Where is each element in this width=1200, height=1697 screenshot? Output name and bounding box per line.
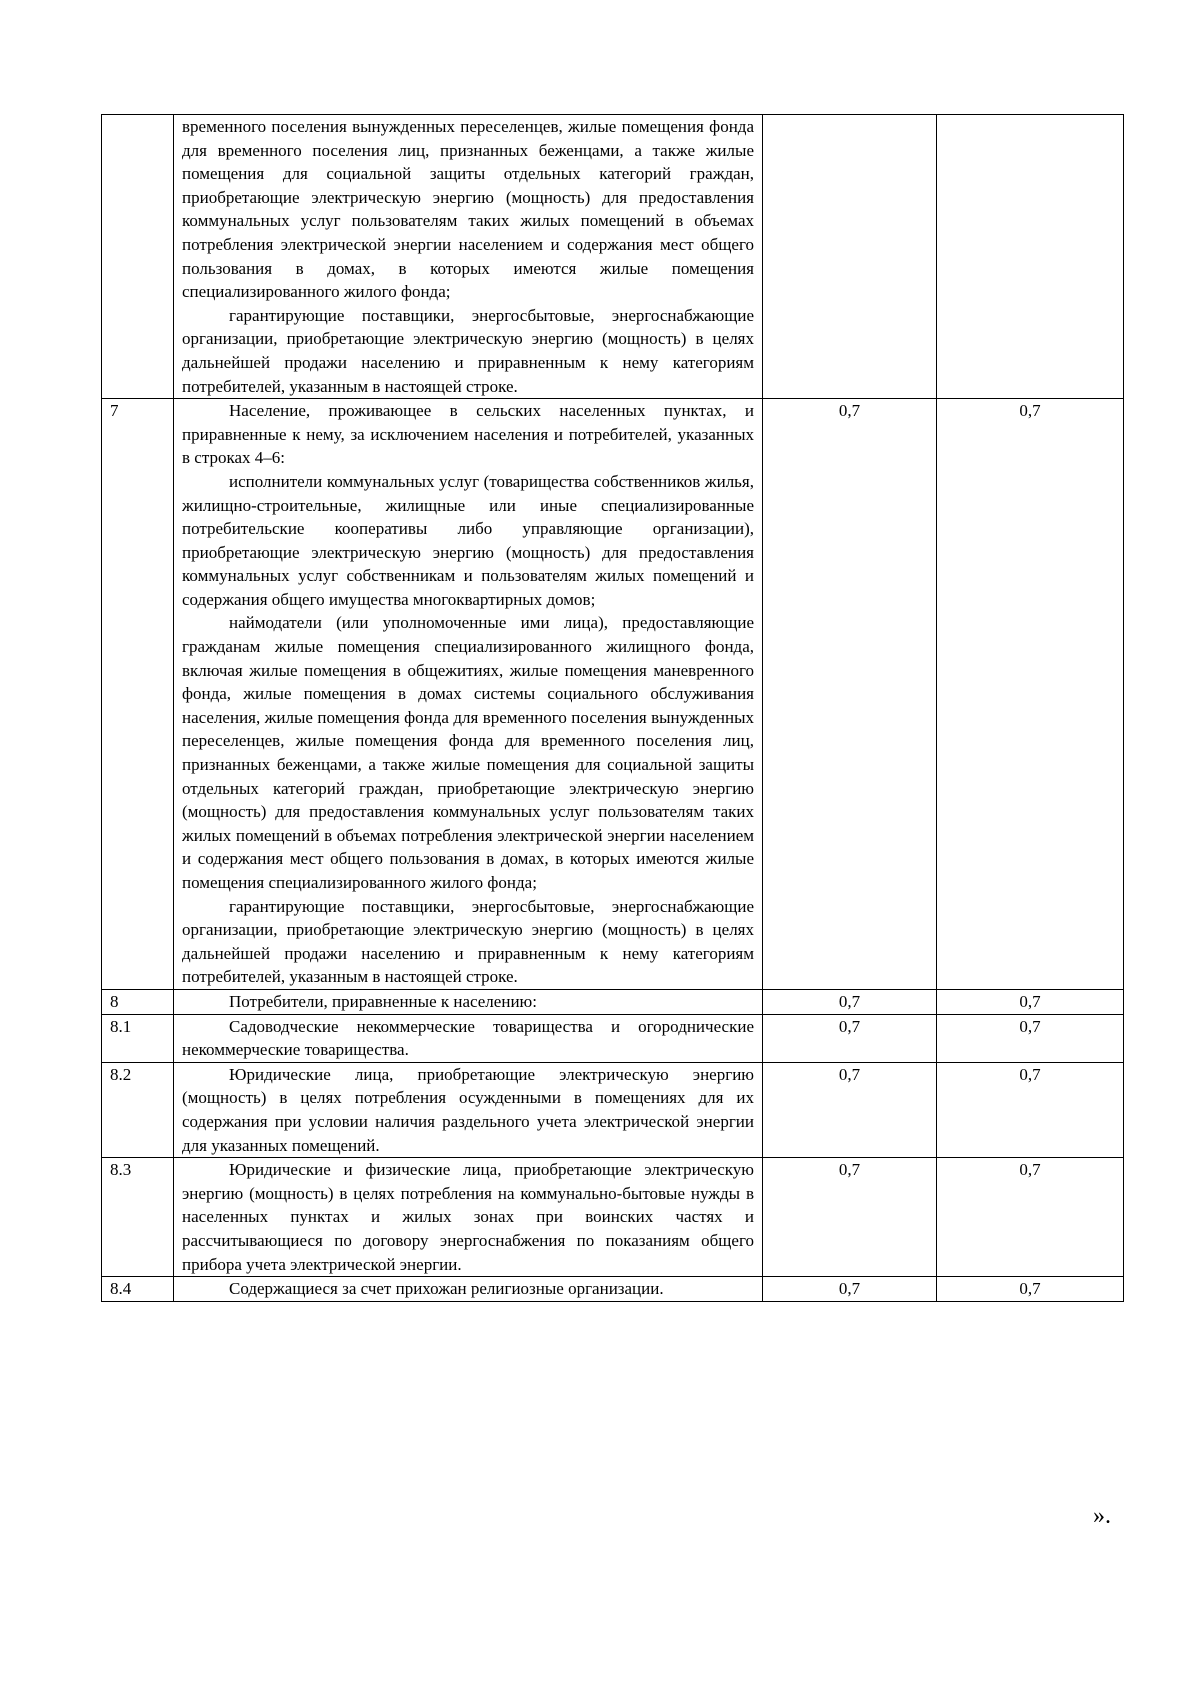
row-number: 8.1 [102,1014,174,1062]
row-description [174,1014,763,1062]
row-value-2: 0,7 [937,1277,1124,1302]
tariff-table [101,114,1124,1302]
row-description [174,115,763,399]
table-row [102,1062,1124,1157]
description-paragraph: гарантирующие поставщики, энергосбытовые, энергоснабжающие организации, приобретающие электрическую энергию (мощность) в целях дальнейшей продажи населению и приравненным к нему категориям потребителей, указанным в настоящей строке. [182,896,754,987]
description-paragraph: исполнители коммунальных услуг (товарищества собственников жилья, жилищно-строительные, жилищные или иные специализированные потребительские кооперативы либо управляющие организации), приобретающие электрическую энергию (мощность) для предоставления коммунальных услуг собственникам и пользователям жилых помещений и содержания общего имущества многоквартирных домов; [182,471,754,609]
row-value-2: 0,7 [937,1062,1124,1157]
description-paragraph: гарантирующие поставщики, энергосбытовые, энергоснабжающие организации, приобретающие электрическую энергию (мощность) в целях дальнейшей продажи населению и приравненным к нему категориям потребителей, указанным в настоящей строке. [182,305,754,396]
description-paragraph: Юридические и физические лица, приобретающие электрическую энергию (мощность) в целях потребления на коммунально-бытовые нужды в населенных пунктах и жилых зонах при воинских частях и рассчитывающиеся по договору энергоснабжения по показаниям общего прибора учета электрической энергии. [182,1160,754,1274]
row-number: 8 [102,989,174,1014]
closing-quote: ». [1093,1503,1111,1529]
row-value-1: 0,7 [763,1062,937,1157]
row-value-1: 0,7 [763,1277,937,1302]
row-description [174,989,763,1014]
row-value-2: 0,7 [937,989,1124,1014]
row-number: 7 [102,399,174,990]
description-paragraph: Садоводческие некоммерческие товарищества и огороднические некоммерческие товарищества. [182,1016,754,1060]
row-description [174,1062,763,1157]
row-value-1: 0,7 [763,399,937,990]
description-paragraph: Содержащиеся за счет прихожан религиозные организации. [229,1279,664,1299]
row-value-2: 0,7 [937,399,1124,990]
row-description [174,399,763,990]
table-row [102,989,1124,1014]
description-paragraph: временного поселения вынужденных переселенцев, жилые помещения фонда для временного поселения лиц, признанных беженцами, а также жилые помещения для социальной защиты отдельных категорий граждан, приобретающие электрическую энергию (мощность) для предоставления коммунальных услуг пользователям таких жилых помещений в объемах потребления электрической энергии населением и содержания мест общего пользования в домах, в которых имеются жилые помещения специализированного жилого фонда; [182,117,754,302]
row-number: 8.3 [102,1158,174,1277]
description-paragraph: Юридические лица, приобретающие электрическую энергию (мощность) в целях потребления осужденными в помещениях для их содержания при условии наличия раздельного учета электрической энергии для указанных помещений. [182,1064,754,1155]
table-row [102,1277,1124,1302]
row-number [102,115,174,399]
description-paragraph: Население, проживающее в сельских населенных пунктах, и приравненные к нему, за исключением населения и потребителей, указанных в строках 4–6: [182,401,754,468]
row-number: 8.4 [102,1277,174,1302]
table-row [102,115,1124,399]
row-value-2: 0,7 [937,1158,1124,1277]
row-number: 8.2 [102,1062,174,1157]
table-row [102,1158,1124,1277]
tariff-table-body [102,115,1124,1302]
row-description [174,1158,763,1277]
row-description [174,1277,763,1302]
row-value-1: 0,7 [763,1158,937,1277]
description-paragraph: наймодатели (или уполномоченные ими лица), предоставляющие гражданам жилые помещения специализированного жилищного фонда, включая жилые помещения в общежитиях, жилые помещения маневренного фонда, жилые помещения в домах системы социального обслуживания населения, жилые помещения фонда для временного поселения вынужденных переселенцев, жилые помещения фонда для временного поселения лиц, признанных беженцами, а также жилые помещения для социальной защиты отдельных категорий граждан, приобретающие электрическую энергию (мощность) для предоставления коммунальных услуг пользователям таких жилых помещений в объемах потребления электрической энергии населением и содержания мест общего пользования в домах, в которых имеются жилые помещения специализированного жилого фонда; [182,613,754,892]
row-value-2: 0,7 [937,1014,1124,1062]
table-row [102,1014,1124,1062]
table-row [102,399,1124,990]
description-paragraph: Потребители, приравненные к населению: [229,991,537,1011]
row-value-1 [763,115,937,399]
row-value-2 [937,115,1124,399]
row-value-1: 0,7 [763,1014,937,1062]
row-value-1: 0,7 [763,989,937,1014]
